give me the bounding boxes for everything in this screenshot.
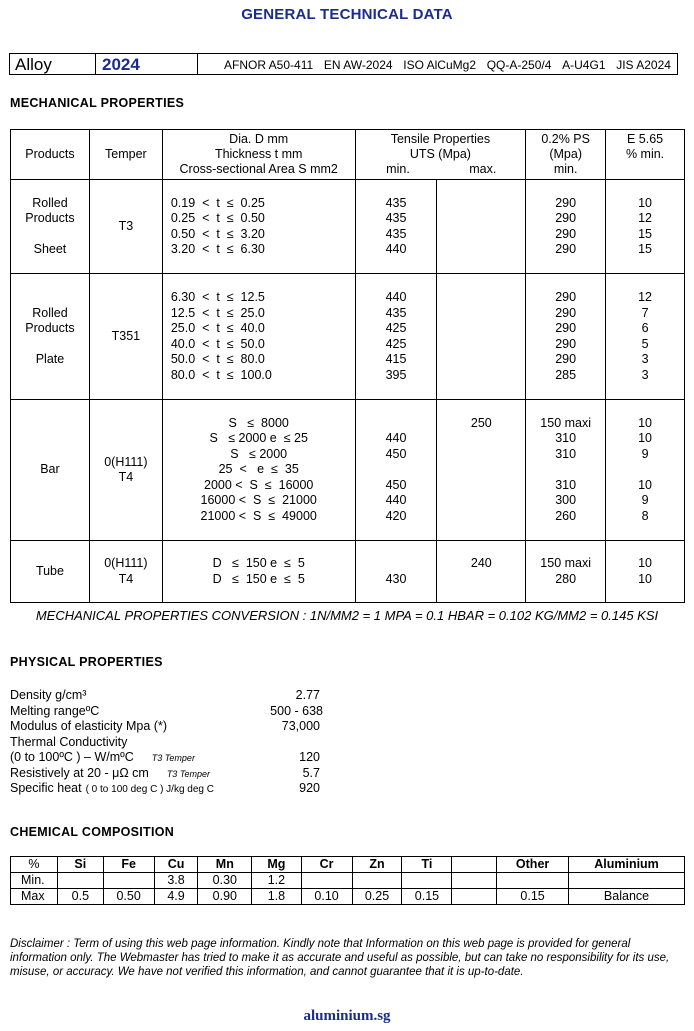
dimension-cell-line: 2000 < S ≤ 16000 xyxy=(204,477,314,492)
physical-label: Resistively at 20 - μΩ cm xyxy=(10,765,149,780)
proof-stress-cell xyxy=(526,274,606,400)
products-cell-line: Sheet xyxy=(33,242,67,256)
mechanical-group-row xyxy=(11,274,685,400)
header-elong-line: % min. xyxy=(625,147,665,161)
physical-row xyxy=(10,704,330,720)
chemical-header-cell: Cr xyxy=(301,857,352,873)
uts-max-cell-line xyxy=(437,478,525,494)
dimension-cell-line: 3.20 < t ≤ 6.30 xyxy=(170,242,265,256)
elongation-cell-line: 10 xyxy=(638,477,653,492)
chemical-cell: 1.2 xyxy=(252,873,301,889)
uts-min-cell-line: 425 xyxy=(385,321,407,335)
uts-max-cell-line xyxy=(437,572,525,588)
header-dimensions xyxy=(162,130,355,180)
products-cell xyxy=(11,541,90,603)
physical-label: Melting rangeºC xyxy=(10,703,100,718)
uts-min-cell xyxy=(355,180,437,274)
chemical-cell: Balance xyxy=(569,889,685,905)
mechanical-group-row xyxy=(11,541,685,603)
temper-cell-line: T4 xyxy=(118,571,134,586)
chemical-cell xyxy=(497,873,569,889)
uts-max-cell-line xyxy=(437,337,525,353)
chemical-cell: 0.25 xyxy=(352,889,402,905)
elongation-cell-line: 15 xyxy=(638,242,653,256)
dimension-cell-line: 25 < e ≤ 35 xyxy=(218,462,299,477)
proof-stress-cell-line: 150 maxi xyxy=(540,556,592,570)
chemical-row xyxy=(11,889,685,905)
dimension-cell-line: 6.30 < t ≤ 12.5 xyxy=(170,290,265,304)
physical-properties xyxy=(10,688,330,797)
dimension-cell-line: 40.0 < t ≤ 50.0 xyxy=(170,336,265,351)
products-cell-line: Rolled xyxy=(32,195,68,210)
header-proof-stress xyxy=(526,130,606,180)
mechanical-table xyxy=(10,129,685,603)
header-tensile-line: Tensile Properties xyxy=(390,132,491,146)
uts-min-cell xyxy=(355,400,437,541)
mechanical-group-row xyxy=(11,400,685,541)
proof-stress-cell-line: 300 xyxy=(555,493,577,508)
physical-label: Density g/cm³ xyxy=(10,688,87,702)
mechanical-header-row xyxy=(11,130,685,180)
physical-label: (0 to 100ºC ) – W/mºC xyxy=(10,750,134,764)
chemical-table xyxy=(10,856,685,905)
products-cell xyxy=(11,274,90,400)
uts-max-cell xyxy=(437,400,526,541)
physical-value: 5.7 xyxy=(302,765,320,780)
header-ps-line: (Mpa) xyxy=(549,147,582,161)
chemical-cell: 0.90 xyxy=(198,889,252,905)
header-elongation xyxy=(606,130,685,180)
chemical-cell: 0.15 xyxy=(497,889,569,905)
chemical-header-cell xyxy=(452,857,497,873)
products-cell-line: Plate xyxy=(35,352,65,366)
physical-value: 73,000 xyxy=(281,719,320,733)
products-cell xyxy=(11,400,90,541)
chemical-cell xyxy=(103,873,154,889)
elongation-cell-line: 10 xyxy=(638,431,653,446)
header-dim-line: Cross-sectional Area S mm2 xyxy=(179,162,338,176)
physical-heading: PHYSICAL PROPERTIES xyxy=(10,655,163,669)
proof-stress-cell xyxy=(526,541,606,603)
uts-max-cell-line xyxy=(437,447,525,463)
standard-item: AFNOR A50-411 xyxy=(224,58,314,72)
dimension-cell-line: 0.19 < t ≤ 0.25 xyxy=(170,195,265,210)
products-cell-line: Rolled xyxy=(32,305,68,320)
standard-item: ISO AlCuMg2 xyxy=(403,58,476,72)
chemical-header-cell: Mn xyxy=(198,857,252,873)
dimension-cell-line: 80.0 < t ≤ 100.0 xyxy=(170,367,272,382)
chemical-cell: 0.5 xyxy=(57,889,103,905)
uts-min-cell xyxy=(355,541,437,603)
uts-max-cell-line xyxy=(437,196,525,212)
chemical-cell: 4.9 xyxy=(154,889,198,905)
proof-stress-cell-line: 290 xyxy=(555,290,577,304)
proof-stress-cell-line: 290 xyxy=(555,352,577,366)
physical-value: 2.77 xyxy=(295,688,320,702)
header-products: Products xyxy=(11,130,90,180)
header-uts-max: max. xyxy=(469,162,497,176)
physical-value xyxy=(317,735,320,751)
chemical-cell: 0.10 xyxy=(301,889,352,905)
proof-stress-cell xyxy=(526,180,606,274)
physical-row xyxy=(10,766,330,782)
dimension-cell-line: 21000 < S ≤ 49000 xyxy=(200,508,317,523)
elongation-cell xyxy=(606,180,685,274)
elongation-cell-line: 5 xyxy=(641,336,649,351)
elongation-cell-line: 8 xyxy=(641,508,649,523)
physical-value: 920 xyxy=(299,781,320,795)
conversion-note: MECHANICAL PROPERTIES CONVERSION : 1N/MM2 = 1 MPA = 0.1 HBAR = 0.102 KG/MM2 = 0.145 KSI xyxy=(35,608,659,623)
proof-stress-cell-line: 310 xyxy=(555,446,577,461)
chemical-header-cell: % xyxy=(11,857,58,873)
temper-cell xyxy=(89,274,162,400)
header-dim-line: Dia. D mm xyxy=(229,132,289,146)
footer-site-name: aluminium.sg xyxy=(303,1008,391,1024)
dimension-cell xyxy=(162,541,355,603)
uts-min-cell-line: 415 xyxy=(385,352,407,366)
uts-min-cell-line: 435 xyxy=(385,195,407,210)
chemical-header-cell: Cu xyxy=(154,857,198,873)
products-cell-line: Products xyxy=(25,211,75,225)
uts-max-cell-line xyxy=(437,493,525,509)
proof-stress-cell-line: 260 xyxy=(555,508,577,523)
dimension-cell-line: 25.0 < t ≤ 40.0 xyxy=(170,321,265,335)
chemical-cell xyxy=(352,873,402,889)
alloy-number: 2024 xyxy=(96,54,198,74)
chemical-cell xyxy=(402,873,452,889)
physical-label: Specific heat xyxy=(10,781,82,795)
proof-stress-cell-line: 290 xyxy=(555,321,577,335)
elongation-cell-line: 10 xyxy=(638,195,653,210)
dimension-cell-line: S ≤ 8000 xyxy=(228,415,289,430)
header-elong-line: E 5.65 xyxy=(626,132,664,146)
uts-min-cell-line: 440 xyxy=(385,493,407,508)
chemical-cell: 3.8 xyxy=(154,873,198,889)
uts-min-cell-line: 440 xyxy=(385,431,407,446)
chemical-header-cell: Zn xyxy=(352,857,402,873)
uts-max-cell-line xyxy=(437,242,525,258)
uts-min-cell-line: 435 xyxy=(385,226,407,241)
header-ps-line: 0.2% PS xyxy=(541,132,590,146)
chemical-header-cell: Ti xyxy=(402,857,452,873)
chemical-heading: CHEMICAL COMPOSITION xyxy=(10,825,175,839)
proof-stress-cell-line: 290 xyxy=(555,211,577,225)
chemical-cell xyxy=(569,873,685,889)
uts-min-cell-line: 425 xyxy=(385,336,407,351)
header-temper: Temper xyxy=(89,130,162,180)
proof-stress-cell-line: 310 xyxy=(555,431,577,446)
elongation-cell xyxy=(606,274,685,400)
elongation-cell-line: 3 xyxy=(641,367,649,382)
uts-max-cell-line xyxy=(437,211,525,227)
uts-max-cell-line xyxy=(437,227,525,243)
temper-cell xyxy=(89,541,162,603)
chemical-cell: 1.8 xyxy=(252,889,301,905)
uts-min-cell-line xyxy=(356,416,437,432)
chemical-cell: Max xyxy=(11,889,58,905)
uts-min-cell-line: 395 xyxy=(385,367,407,382)
products-cell-line: Products xyxy=(25,321,75,335)
proof-stress-cell-line: 150 maxi xyxy=(540,415,592,430)
proof-stress-cell-line: 290 xyxy=(555,226,577,241)
header-uts-min: min. xyxy=(386,162,410,176)
alloy-bar xyxy=(9,53,678,75)
uts-min-cell-line xyxy=(356,556,437,572)
uts-max-cell-line xyxy=(437,431,525,447)
proof-stress-cell-line: 310 xyxy=(555,477,577,492)
temper-cell-line: T4 xyxy=(118,470,134,484)
physical-note: ( 0 to 100 deg C ) J/kg deg C xyxy=(85,784,214,795)
physical-value: 500 - 638 xyxy=(270,703,323,718)
chemical-cell xyxy=(301,873,352,889)
proof-stress-cell xyxy=(526,400,606,541)
dimension-cell-line: 16000 < S ≤ 21000 xyxy=(200,493,317,508)
uts-max-cell-line xyxy=(437,462,525,478)
alloy-label: Alloy xyxy=(10,54,96,74)
proof-stress-cell-line xyxy=(526,462,605,478)
dimension-cell xyxy=(162,180,355,274)
header-dim-line: Thickness t mm xyxy=(214,147,303,161)
products-cell-line: Tube xyxy=(35,563,64,578)
physical-row xyxy=(10,781,330,797)
physical-label: Thermal Conductivity xyxy=(10,734,128,749)
uts-min-cell-line: 450 xyxy=(385,477,407,492)
physical-label: Modulus of elasticity Mpa (*) xyxy=(10,719,168,733)
dimension-cell-line: S ≤ 2000 e ≤ 25 xyxy=(209,431,308,446)
chemical-cell xyxy=(57,873,103,889)
temper-cell-line: T351 xyxy=(111,328,141,343)
alloy-standards xyxy=(198,54,677,74)
dimension-cell xyxy=(162,400,355,541)
physical-note: T3 Temper xyxy=(151,753,195,763)
chemical-cell xyxy=(452,873,497,889)
chemical-header-row xyxy=(11,857,685,873)
temper-cell-line: 0(H111) xyxy=(104,556,148,570)
elongation-cell-line: 10 xyxy=(638,571,653,586)
uts-max-cell xyxy=(437,180,526,274)
chemical-header-cell: Mg xyxy=(252,857,301,873)
uts-min-cell-line: 440 xyxy=(385,290,407,304)
uts-max-cell-line xyxy=(437,368,525,384)
mechanical-heading: MECHANICAL PROPERTIES xyxy=(10,96,185,110)
dimension-cell-line: D ≤ 150 e ≤ 5 xyxy=(212,556,305,570)
uts-max-cell-line xyxy=(437,509,525,525)
standard-item: QQ-A-250/4 xyxy=(486,58,552,72)
elongation-cell-line: 9 xyxy=(641,493,649,508)
uts-min-cell-line: 420 xyxy=(385,508,407,523)
standard-item: A-U4G1 xyxy=(562,58,606,72)
chemical-header-cell: Aluminium xyxy=(569,857,685,873)
dimension-cell-line: 0.50 < t ≤ 3.20 xyxy=(170,226,265,241)
uts-max-cell-line xyxy=(437,290,525,306)
chemical-header-cell: Si xyxy=(57,857,103,873)
dimension-cell xyxy=(162,274,355,400)
dimension-cell-line: 12.5 < t ≤ 25.0 xyxy=(170,305,265,320)
uts-max-cell-line xyxy=(437,321,525,337)
physical-value: 120 xyxy=(299,750,320,764)
elongation-cell xyxy=(606,541,685,603)
dimension-cell-line: 0.25 < t ≤ 0.50 xyxy=(170,211,265,225)
header-tensile-line: UTS (Mpa) xyxy=(409,147,471,161)
proof-stress-cell-line: 290 xyxy=(555,305,577,320)
chemical-header-cell: Other xyxy=(497,857,569,873)
physical-row xyxy=(10,719,330,735)
products-cell xyxy=(11,180,90,274)
elongation-cell xyxy=(606,400,685,541)
physical-row xyxy=(10,735,330,751)
products-cell-line: Bar xyxy=(40,462,60,477)
elongation-cell-line: 7 xyxy=(641,305,649,320)
header-tensile xyxy=(355,130,526,180)
uts-min-cell-line: 435 xyxy=(385,305,407,320)
chemical-header-cell: Fe xyxy=(103,857,154,873)
physical-row xyxy=(10,750,330,766)
proof-stress-cell-line: 290 xyxy=(555,242,577,256)
chemical-cell: Min. xyxy=(11,873,58,889)
proof-stress-cell-line: 280 xyxy=(555,571,577,586)
page-title: GENERAL TECHNICAL DATA xyxy=(241,6,453,23)
elongation-cell-line: 12 xyxy=(638,211,653,225)
uts-max-cell-line: 240 xyxy=(470,556,492,570)
uts-min-cell xyxy=(355,274,437,400)
temper-cell-line: T3 xyxy=(118,218,134,233)
chemical-row xyxy=(11,873,685,889)
products-cell-line xyxy=(11,337,89,353)
standard-item: EN AW-2024 xyxy=(323,58,393,72)
uts-min-cell-line: 435 xyxy=(385,211,407,225)
uts-max-cell-line: 250 xyxy=(470,415,492,430)
elongation-cell-line: 15 xyxy=(638,226,653,241)
dimension-cell-line: D ≤ 150 e ≤ 5 xyxy=(212,571,305,586)
header-ps-line: min. xyxy=(553,162,578,176)
elongation-cell-line xyxy=(606,462,684,478)
chemical-cell xyxy=(452,889,497,905)
standard-item: JIS A2024 xyxy=(616,58,671,72)
chemical-cell: 0.50 xyxy=(103,889,154,905)
temper-cell xyxy=(89,180,162,274)
elongation-cell-line: 6 xyxy=(641,321,649,335)
uts-max-cell-line xyxy=(437,306,525,322)
uts-max-cell xyxy=(437,274,526,400)
temper-cell xyxy=(89,400,162,541)
physical-note: T3 Temper xyxy=(166,768,210,779)
mechanical-group-row xyxy=(11,180,685,274)
physical-row xyxy=(10,688,330,704)
disclaimer: Disclaimer : Term of using this web page information. Kindly note that Information on this web page is provided for general information only. The Webmaster has tried to make it as accurate and useful as possible, but can take no responsibility for its use, misuse, or accuracy. We have not verified this information, and cannot guarantee that it is up-to-date. xyxy=(10,938,670,978)
proof-stress-cell-line: 290 xyxy=(555,195,577,210)
chemical-cell: 0.30 xyxy=(198,873,252,889)
uts-max-cell-line xyxy=(437,352,525,368)
elongation-cell-line: 9 xyxy=(641,446,649,461)
dimension-cell-line: 50.0 < t ≤ 80.0 xyxy=(170,352,265,366)
temper-cell-line: 0(H111) xyxy=(104,454,148,469)
elongation-cell-line: 12 xyxy=(638,290,653,304)
uts-min-cell-line xyxy=(356,462,437,478)
dimension-cell-line: S ≤ 2000 xyxy=(230,446,288,461)
uts-min-cell-line: 440 xyxy=(385,242,407,256)
elongation-cell-line: 10 xyxy=(638,556,653,570)
proof-stress-cell-line: 290 xyxy=(555,336,577,351)
proof-stress-cell-line: 285 xyxy=(555,367,577,382)
uts-max-cell xyxy=(437,541,526,603)
elongation-cell-line: 3 xyxy=(641,352,649,366)
uts-min-cell-line: 450 xyxy=(385,446,407,461)
products-cell-line xyxy=(11,227,89,243)
elongation-cell-line: 10 xyxy=(638,415,653,430)
chemical-cell: 0.15 xyxy=(402,889,452,905)
uts-min-cell-line: 430 xyxy=(385,571,407,586)
